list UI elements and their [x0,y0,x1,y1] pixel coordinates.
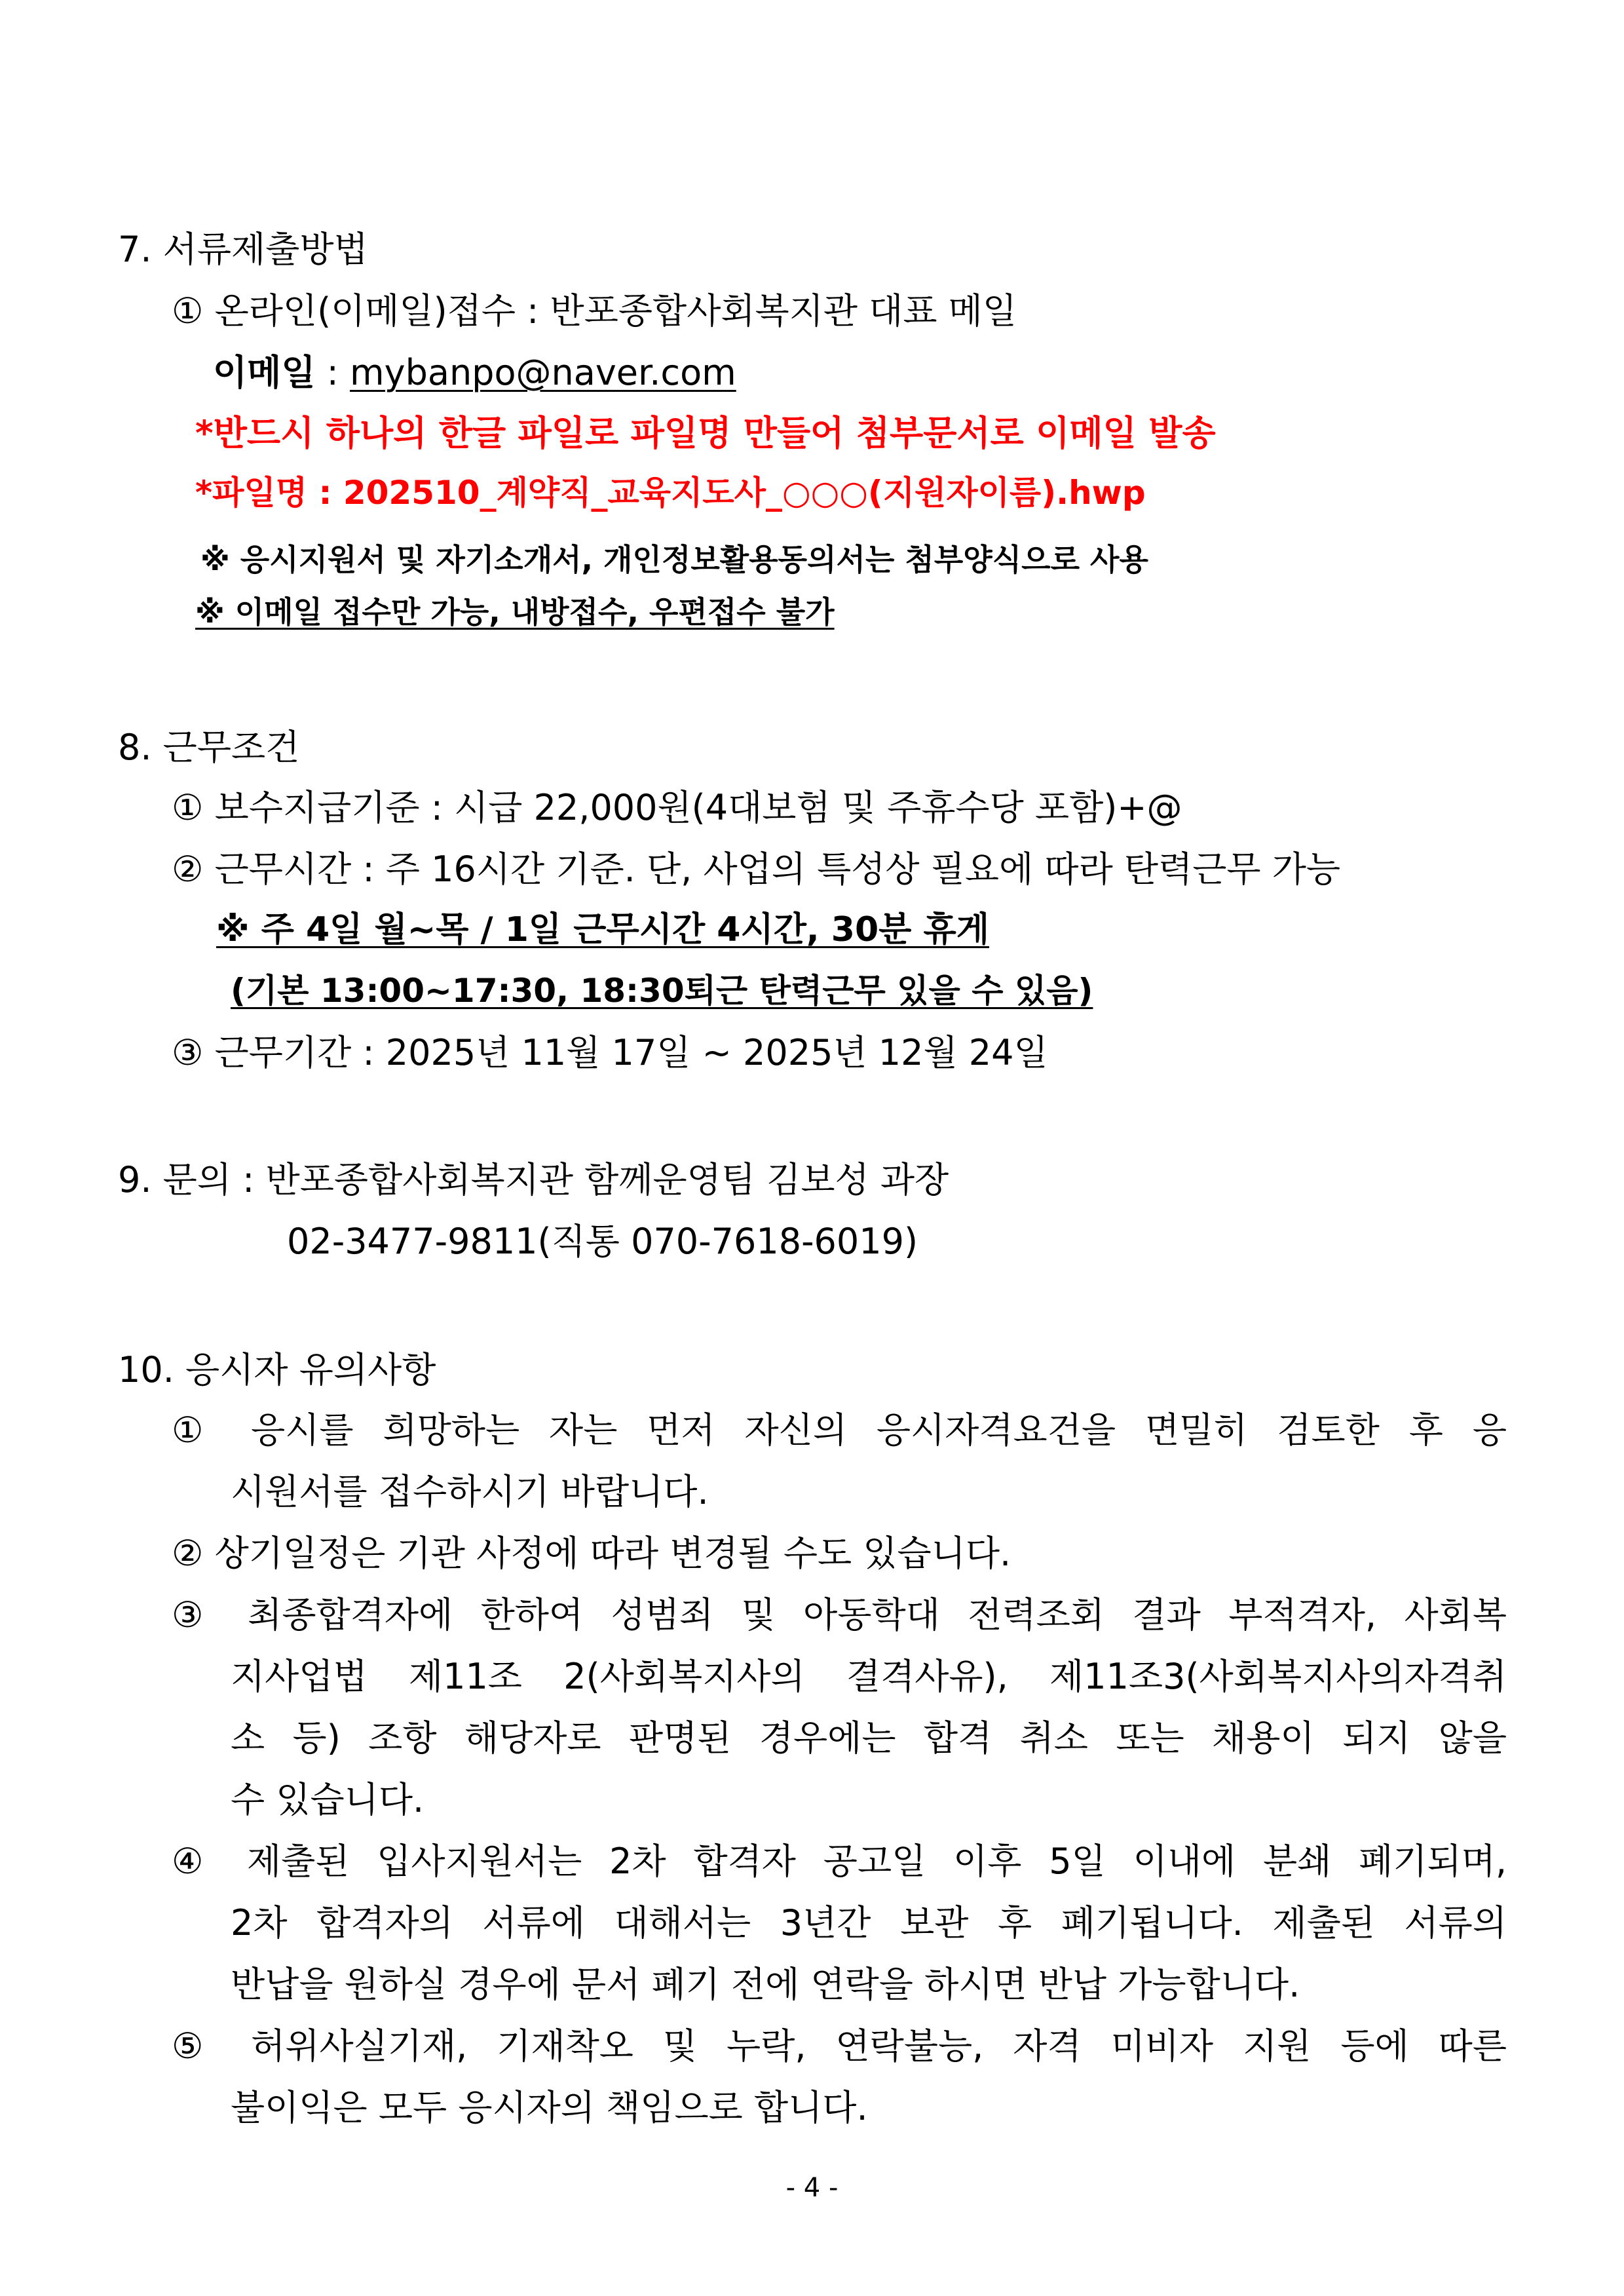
notice-3-line-1: ③ 최종합격자에 한하여 성범죄 및 아동학대 전력조회 결과 부적격자, 사회복 [172,1594,1507,1636]
notice-1-line-2: 시원서를 접수하시기 바랍니다. [231,1471,709,1512]
contact-phone: 02-3477-9811(직통 070-7618-6019) [287,1221,918,1262]
section-8-title: 8. 근무조건 [118,727,300,768]
work-days-note: ※ 주 4일 월~목 / 1일 근무시간 4시간, 30분 휴게 [216,910,989,949]
pay-standard: ① 보수지급기준 : 시급 22,000원(4대보험 및 주휴수당 포함)+@ [172,787,1182,828]
page-number: - 4 - [785,2173,839,2203]
work-hours: ② 근무시간 : 주 16시간 기준. 단, 사업의 특성상 필요에 따라 탄력근무 가능 [172,849,1341,890]
notice-3-line-4: 수 있습니다. [231,1779,425,1820]
notice-3-line-3: 소 등) 조항 해당자로 판명된 경우에는 합격 취소 또는 채용이 되지 않을 [231,1717,1507,1759]
notice-5-line-1: ⑤ 허위사실기재, 기재착오 및 누락, 연락불능, 자격 미비자 지원 등에 따른 [172,2025,1507,2067]
section-9-title: 9. 문의 : 반포종합사회복지관 함께운영팀 김보성 과장 [118,1159,949,1200]
notice-3-line-2: 지사업법 제11조 2(사회복지사의 결격사유), 제11조3(사회복지사의자격취 [231,1656,1507,1697]
work-period: ③ 근무기간 : 2025년 11월 17일 ~ 2025년 12월 24일 [172,1032,1048,1073]
notice-2-line-1: ② 상기일정은 기관 사정에 따라 변경될 수도 있습니다. [172,1533,1011,1574]
notice-1-line-1: ① 응시를 희망하는 자는 먼저 자신의 응시자격요건을 면밀히 검토한 후 응 [172,1409,1507,1451]
section-10-title: 10. 응시자 유의사항 [118,1349,436,1390]
email-only-note: ※ 이메일 접수만 가능, 내방접수, 우편접수 불가 [195,594,835,630]
email-separator: : [315,352,350,393]
online-submission: ① 온라인(이메일)접수 : 반포종합사회복지관 대표 메일 [172,290,1017,332]
notice-4-line-2: 2차 합격자의 서류에 대해서는 3년간 보관 후 폐기됩니다. 제출된 서류의 [231,1902,1507,1943]
section-7-title: 7. 서류제출방법 [118,229,368,270]
file-note-1: *반드시 하나의 한글 파일로 파일명 만들어 첨부문서로 이메일 발송 [195,413,1216,453]
notice-4-line-1: ④ 제출된 입사지원서는 2차 합격자 공고일 이후 5일 이내에 분쇄 폐기되며, [172,1841,1507,1882]
email-link[interactable]: mybanpo@naver.com [350,352,736,393]
work-time-note: (기본 13:00~17:30, 18:30퇴근 탄력근무 있을 수 있음) [231,972,1093,1010]
file-name-note: *파일명 : 202510_계약직_교육지도사_○○○(지원자이름).hwp [195,474,1146,512]
attachment-note: ※ 응시지원서 및 자기소개서, 개인정보활용동의서는 첨부양식으로 사용 [200,542,1148,577]
notice-4-line-3: 반납을 원하실 경우에 문서 폐기 전에 연락을 하시면 반납 가능합니다. [231,1964,1300,2005]
email-line [213,353,736,393]
notice-5-line-2: 불이익은 모두 응시자의 책임으로 합니다. [231,2087,868,2128]
email-label: 이메일 [213,352,316,393]
